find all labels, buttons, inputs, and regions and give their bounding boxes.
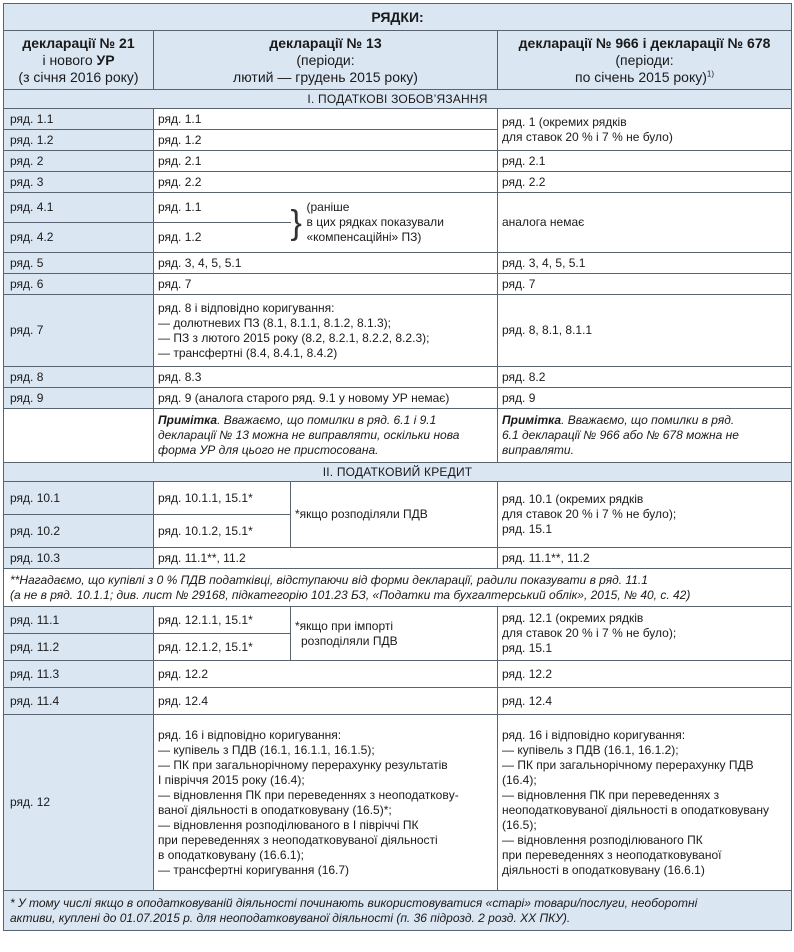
section-tax-credit: ІІ. ПОДАТКОВИЙ КРЕДИТ — [4, 463, 792, 482]
row-11-4-decl966: ряд. 12.4 — [498, 688, 792, 715]
row-11-2-decl13: ряд. 12.1.2, 15.1* — [154, 634, 291, 661]
note-decl966: Примітка. Вважаємо, що помилки в ряд. 6.1 декларації № 966 або № 678 можна не виправляти. — [498, 409, 792, 463]
row-5-decl966: ряд. 3, 4, 5, 5.1 — [498, 253, 792, 274]
row-10-decl966: ряд. 10.1 (окремих рядків для ставок 20 % і 7 % не було); ряд. 15.1 — [498, 482, 792, 548]
correspondence-table — [3, 3, 792, 931]
row-4-1-decl13: ряд. 1.1 — [154, 193, 291, 223]
row-11-1-label: ряд. 11.1 — [4, 607, 154, 634]
row-4-note: } (раніше в цих рядках показували «компенсаційні» ПЗ) — [291, 193, 498, 253]
row-3-decl13: ряд. 2.2 — [154, 172, 498, 193]
row-4-2-label: ряд. 4.2 — [4, 223, 154, 253]
row-7-decl13: ряд. 8 і відповідно коригування: — долютневих ПЗ (8.1, 8.1.1, 8.1.2, 8.1.3); — ПЗ з лютого 2015 року (8.2, 8.2.1, 8.2.2, 8.2.3); — трансфертні (8.4, 8.4.1, 8.4.2) — [154, 295, 498, 367]
row-10-1-label: ряд. 10.1 — [4, 482, 154, 515]
row-1-2-decl13: ряд. 1.2 — [154, 130, 498, 151]
row-6-decl13: ряд. 7 — [154, 274, 498, 295]
row-1-decl966: ряд. 1 (окремих рядків для ставок 20 % і 7 % не було) — [498, 109, 792, 151]
row-3-decl966: ряд. 2.2 — [498, 172, 792, 193]
row-10-1-decl13: ряд. 10.1.1, 15.1* — [154, 482, 291, 515]
row-4-decl966: аналога немає — [498, 193, 792, 253]
row-5-decl13: ряд. 3, 4, 5, 5.1 — [154, 253, 498, 274]
row-8-decl13: ряд. 8.3 — [154, 367, 498, 388]
table-title: РЯДКИ: — [4, 4, 792, 31]
row-2-decl966: ряд. 2.1 — [498, 151, 792, 172]
row-9-label: ряд. 9 — [4, 388, 154, 409]
row-4-1-label: ряд. 4.1 — [4, 193, 154, 223]
col-header-decl966-678: декларації № 966 і декларації № 678 (періоди: по січень 2015 року)$^{1)}$ — [498, 31, 792, 90]
row-10-note: *якщо розподіляли ПДВ — [291, 482, 498, 548]
row-1-1-label: ряд. 1.1 — [4, 109, 154, 130]
row-5-label: ряд. 5 — [4, 253, 154, 274]
row-9-decl966: ряд. 9 — [498, 388, 792, 409]
section-tax-liabilities: І. ПОДАТКОВІ ЗОБОВ’ЯЗАННЯ — [4, 90, 792, 109]
row-1-2-label: ряд. 1.2 — [4, 130, 154, 151]
row-11-3-decl13: ряд. 12.2 — [154, 661, 498, 688]
brace-icon: } — [290, 203, 302, 242]
row-6-decl966: ряд. 7 — [498, 274, 792, 295]
col-header-decl13: декларації № 13 (періоди: лютий — грудень 2015 року) — [154, 31, 498, 90]
row-7-label: ряд. 7 — [4, 295, 154, 367]
row-4-2-decl13: ряд. 1.2 — [154, 223, 291, 253]
note-empty-cell — [4, 409, 154, 463]
row-11-3-decl966: ряд. 12.2 — [498, 661, 792, 688]
row-8-label: ряд. 8 — [4, 367, 154, 388]
row-11-2-label: ряд. 11.2 — [4, 634, 154, 661]
row-12-label: ряд. 12 — [4, 715, 154, 891]
row-1-1-decl13: ряд. 1.1 — [154, 109, 498, 130]
row-11-4-decl13: ряд. 12.4 — [154, 688, 498, 715]
row-10-3-decl13: ряд. 11.1**, 11.2 — [154, 548, 498, 569]
row-10-2-label: ряд. 10.2 — [4, 515, 154, 548]
row-11-decl966: ряд. 12.1 (окремих рядків для ставок 20 % і 7 % не було); ряд. 15.1 — [498, 607, 792, 661]
row-12-decl13: ряд. 16 і відповідно коригування: — купівель з ПДВ (16.1, 16.1.1, 16.1.5); — ПК при загальнорічному перерахунку результатів І півріччя 2015 року (16.4); — відновлення ПК при переведеннях з неоподатковy- ваної діяльності в оподатковувану (16.5)*; — відновлення розподілюваного в І півріччі ПК при переведеннях з неоподатковуваної діяльності в оподатковувану (16.6.1); — трансфертні коригування (16.7) — [154, 715, 498, 891]
row-3-label: ряд. 3 — [4, 172, 154, 193]
row-7-decl966: ряд. 8, 8.1, 8.1.1 — [498, 295, 792, 367]
row-12-decl966: ряд. 16 і відповідно коригування: — купівель з ПДВ (16.1, 16.1.2); — ПК при загальнорічному перерахунку ПДВ (16.4); — відновлення ПК при переведеннях з неоподатковуваної діяльності в оподатковувану (16.5); — відновлення розподілюваного ПК при переведеннях з неоподатковуваної діяльності в оподатковувану (16.6.1) — [498, 715, 792, 891]
footnote: * У тому числі якщо в оподатковуваній діяльності починають використовуватися «старі» товари/послуги, необоротні активи, куплені до 01.07.2015 р. для неоподатковуваної діяльності (п. 36 підрозд. 2 розд. XX ПКУ). — [4, 891, 792, 931]
row-10-3-label: ряд. 10.3 — [4, 548, 154, 569]
row-11-3-label: ряд. 11.3 — [4, 661, 154, 688]
row-10-3-decl966: ряд. 11.1**, 11.2 — [498, 548, 792, 569]
row-2-label: ряд. 2 — [4, 151, 154, 172]
row-8-decl966: ряд. 8.2 — [498, 367, 792, 388]
row-11-1-decl13: ряд. 12.1.1, 15.1* — [154, 607, 291, 634]
reminder-note: **Нагадаємо, що купівлі з 0 % ПДВ податківці, відступаючи від форми декларації, радили показувати в ряд. 11.1 (а не в ряд. 10.1.1; див. лист № 29168, підкатегорію 101.23 БЗ, «Податки та бухгалтерський облік», 2015, № 40, с. 42) — [4, 569, 792, 607]
note-decl13: Примітка. Вважаємо, що помилки в ряд. 6.1 і 9.1 декларації № 13 можна не виправляти, оскільки нова форма УР для цього не пристосована. — [154, 409, 498, 463]
row-11-note: *якщо при імпорті розподіляли ПДВ — [291, 607, 498, 661]
row-6-label: ряд. 6 — [4, 274, 154, 295]
row-10-2-decl13: ряд. 10.1.2, 15.1* — [154, 515, 291, 548]
row-2-decl13: ряд. 2.1 — [154, 151, 498, 172]
col-header-decl21: декларації № 21 і нового УР (з січня 2016 року) — [4, 31, 154, 90]
row-9-decl13: ряд. 9 (аналога старого ряд. 9.1 у новому УР немає) — [154, 388, 498, 409]
row-11-4-label: ряд. 11.4 — [4, 688, 154, 715]
